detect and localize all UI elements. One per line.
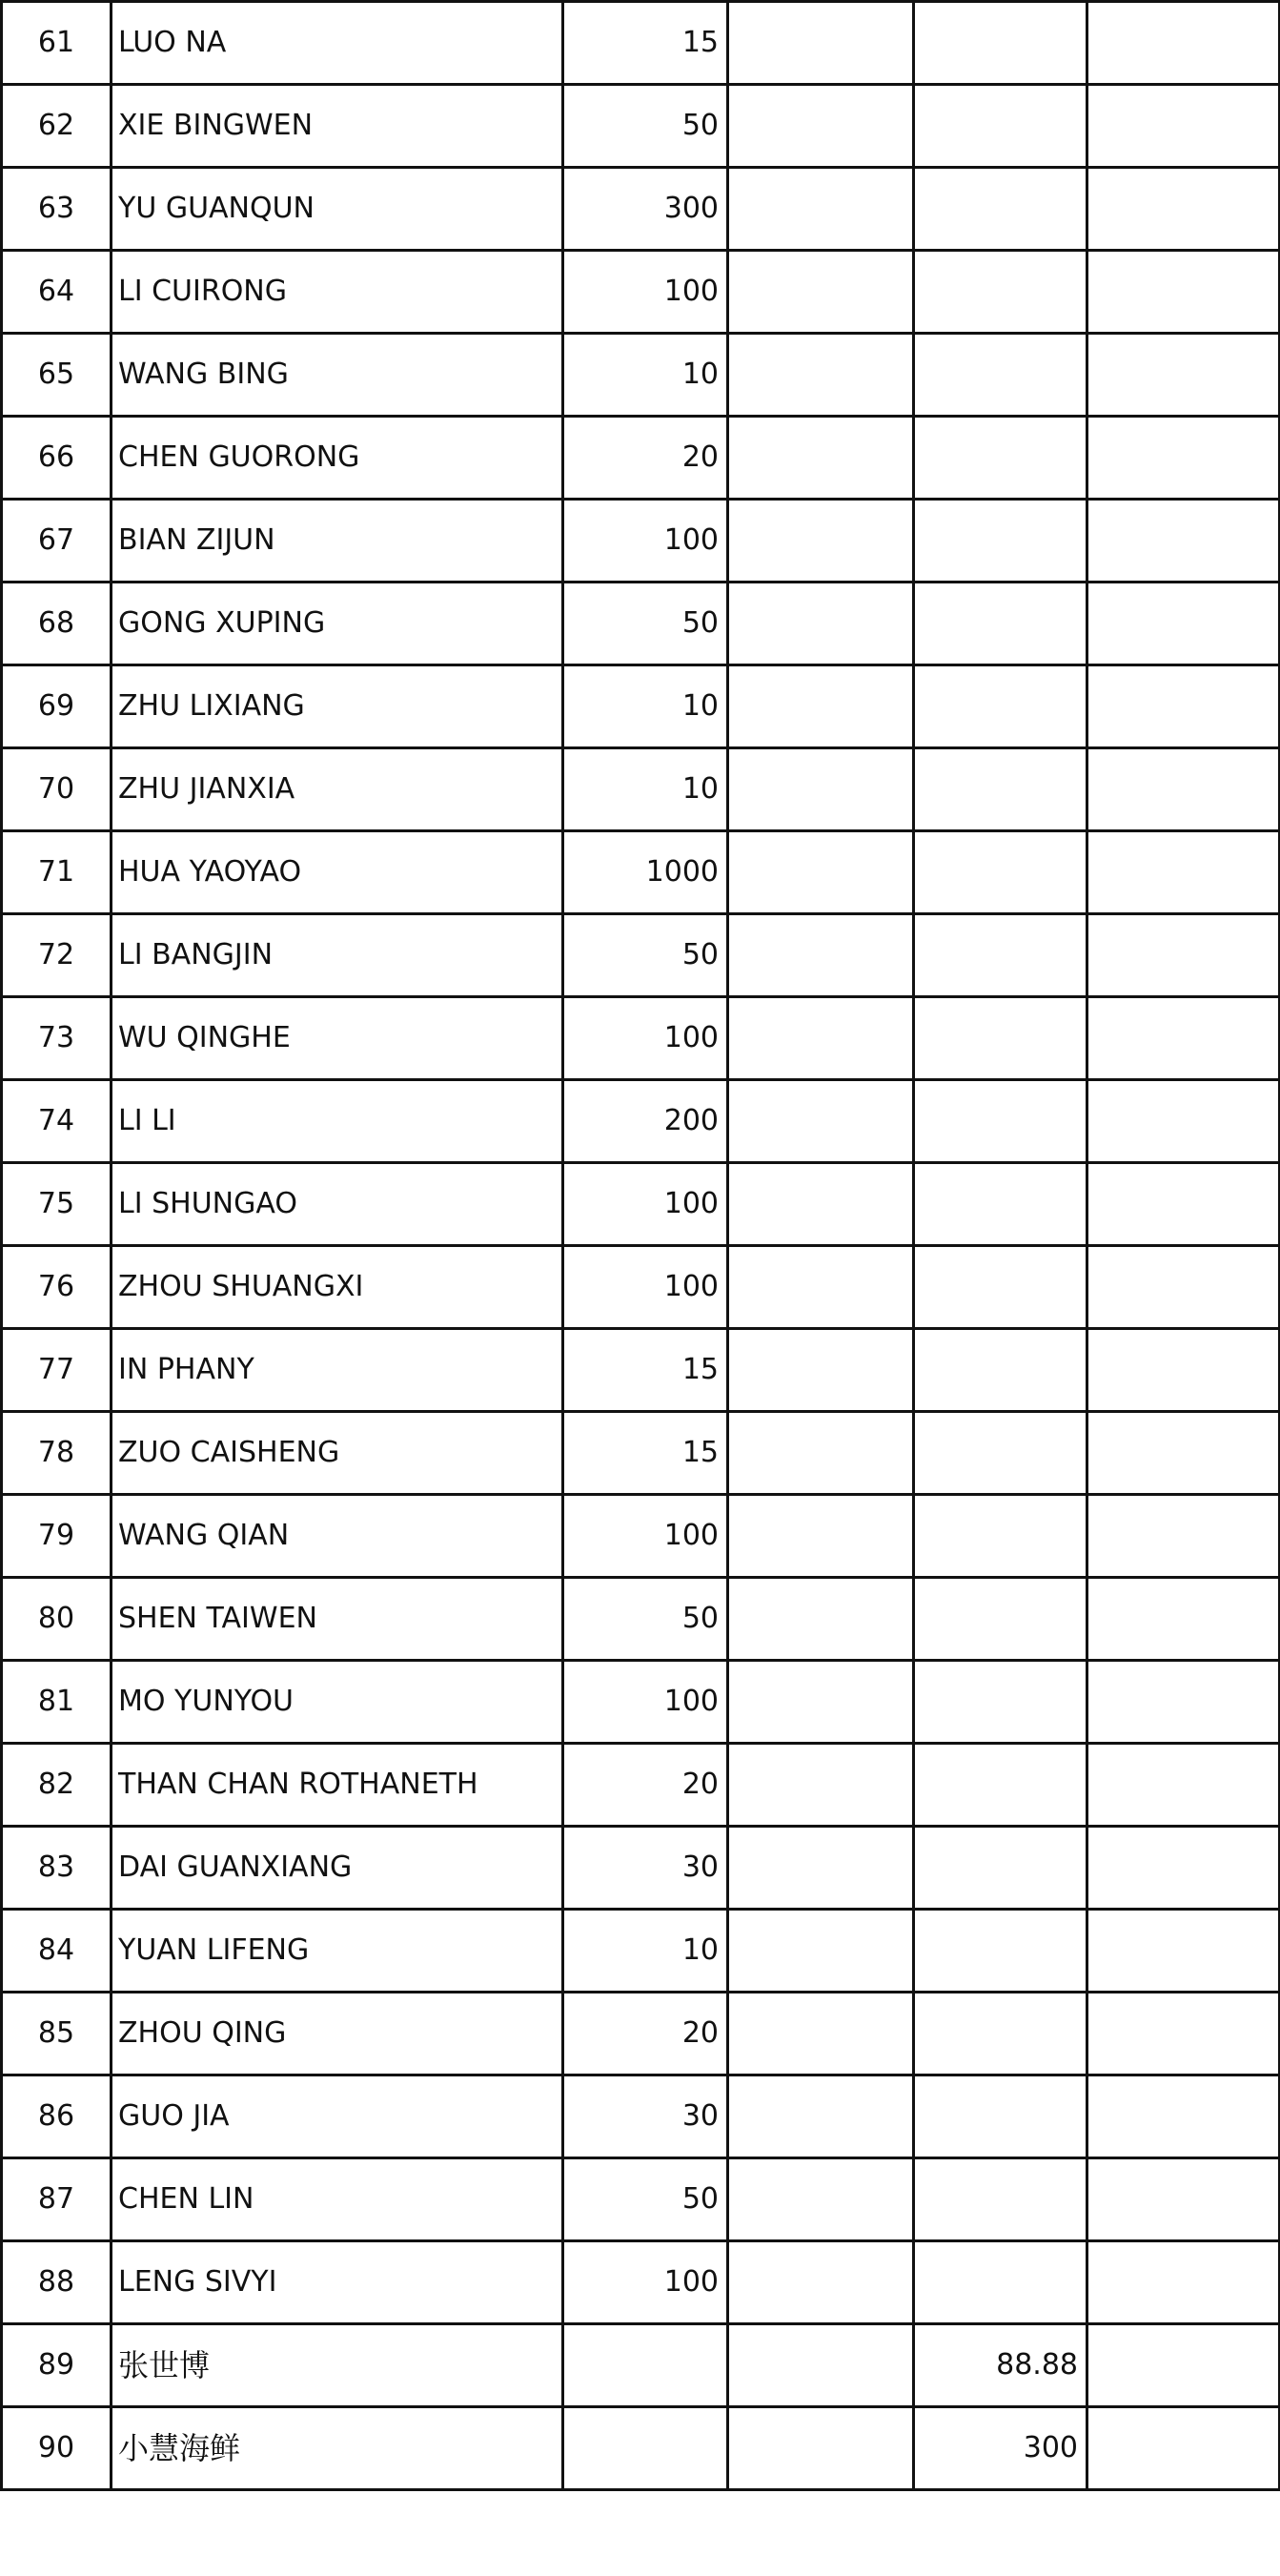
donor-name-cell: SHEN TAIWEN bbox=[112, 1578, 563, 1661]
amount-column-1-cell: 100 bbox=[563, 1163, 728, 1246]
amount-column-4-cell bbox=[1087, 2075, 1280, 2158]
table-row bbox=[2, 168, 1280, 251]
table-row bbox=[2, 748, 1280, 831]
donor-name-cell: XIE BINGWEN bbox=[112, 85, 563, 168]
donor-name-cell: CHEN LIN bbox=[112, 2158, 563, 2241]
table-body bbox=[2, 2, 1280, 2490]
amount-column-4-cell bbox=[1087, 1163, 1280, 1246]
amount-column-1-cell bbox=[563, 2324, 728, 2407]
amount-column-2-cell bbox=[728, 1993, 914, 2075]
table-row bbox=[2, 1744, 1280, 1827]
amount-column-3-cell bbox=[914, 997, 1087, 1080]
row-number-cell: 84 bbox=[2, 1910, 112, 1993]
table-row bbox=[2, 1661, 1280, 1744]
amount-column-2-cell bbox=[728, 1246, 914, 1329]
donor-name-cell: GONG XUPING bbox=[112, 583, 563, 665]
donor-name-cell: LENG SIVYI bbox=[112, 2241, 563, 2324]
amount-column-3-cell bbox=[914, 914, 1087, 997]
table-row bbox=[2, 1495, 1280, 1578]
table-row bbox=[2, 2241, 1280, 2324]
amount-column-4-cell bbox=[1087, 2324, 1280, 2407]
table-row bbox=[2, 2158, 1280, 2241]
donor-name-cell: YU GUANQUN bbox=[112, 168, 563, 251]
table-row bbox=[2, 417, 1280, 500]
donor-name-cell: IN PHANY bbox=[112, 1329, 563, 1412]
table-row bbox=[2, 2, 1280, 85]
amount-column-3-cell bbox=[914, 1661, 1087, 1744]
amount-column-4-cell bbox=[1087, 1827, 1280, 1910]
amount-column-4-cell bbox=[1087, 914, 1280, 997]
amount-column-4-cell bbox=[1087, 2407, 1280, 2490]
amount-column-3-cell bbox=[914, 500, 1087, 583]
donor-name-cell: WANG QIAN bbox=[112, 1495, 563, 1578]
amount-column-3-cell bbox=[914, 2241, 1087, 2324]
amount-column-1-cell: 10 bbox=[563, 1910, 728, 1993]
amount-column-4-cell bbox=[1087, 1910, 1280, 1993]
amount-column-3-cell bbox=[914, 1578, 1087, 1661]
amount-column-4-cell bbox=[1087, 1412, 1280, 1495]
row-number-cell: 65 bbox=[2, 334, 112, 417]
amount-column-1-cell: 20 bbox=[563, 1744, 728, 1827]
amount-column-2-cell bbox=[728, 1329, 914, 1412]
amount-column-4-cell bbox=[1087, 1495, 1280, 1578]
amount-column-1-cell: 100 bbox=[563, 251, 728, 334]
donor-name-cell: 小慧海鲜 bbox=[112, 2407, 563, 2490]
donor-name-cell: HUA YAOYAO bbox=[112, 831, 563, 914]
row-number-cell: 90 bbox=[2, 2407, 112, 2490]
amount-column-1-cell: 100 bbox=[563, 997, 728, 1080]
table-row bbox=[2, 334, 1280, 417]
amount-column-1-cell: 10 bbox=[563, 334, 728, 417]
row-number-cell: 78 bbox=[2, 1412, 112, 1495]
row-number-cell: 73 bbox=[2, 997, 112, 1080]
donor-name-cell: THAN CHAN ROTHANETH bbox=[112, 1744, 563, 1827]
amount-column-4-cell bbox=[1087, 2241, 1280, 2324]
amount-column-1-cell: 50 bbox=[563, 85, 728, 168]
amount-column-2-cell bbox=[728, 1910, 914, 1993]
amount-column-3-cell bbox=[914, 1329, 1087, 1412]
amount-column-1-cell: 50 bbox=[563, 2158, 728, 2241]
amount-column-2-cell bbox=[728, 1412, 914, 1495]
donor-name-cell: 张世博 bbox=[112, 2324, 563, 2407]
amount-column-1-cell: 15 bbox=[563, 2, 728, 85]
amount-column-3-cell bbox=[914, 1993, 1087, 2075]
amount-column-4-cell bbox=[1087, 417, 1280, 500]
amount-column-3-cell bbox=[914, 1495, 1087, 1578]
amount-column-2-cell bbox=[728, 85, 914, 168]
amount-column-2-cell bbox=[728, 251, 914, 334]
amount-column-3-cell bbox=[914, 1412, 1087, 1495]
amount-column-4-cell bbox=[1087, 2, 1280, 85]
amount-column-3-cell bbox=[914, 1827, 1087, 1910]
row-number-cell: 72 bbox=[2, 914, 112, 997]
amount-column-1-cell: 50 bbox=[563, 1578, 728, 1661]
table-row bbox=[2, 831, 1280, 914]
row-number-cell: 87 bbox=[2, 2158, 112, 2241]
table-row bbox=[2, 85, 1280, 168]
table-row bbox=[2, 1412, 1280, 1495]
amount-column-2-cell bbox=[728, 1495, 914, 1578]
amount-column-3-cell bbox=[914, 1744, 1087, 1827]
table-row bbox=[2, 2407, 1280, 2490]
table-row bbox=[2, 997, 1280, 1080]
amount-column-2-cell bbox=[728, 2075, 914, 2158]
donor-name-cell: LI BANGJIN bbox=[112, 914, 563, 997]
donor-name-cell: BIAN ZIJUN bbox=[112, 500, 563, 583]
amount-column-3-cell: 88.88 bbox=[914, 2324, 1087, 2407]
donor-name-cell: ZHOU QING bbox=[112, 1993, 563, 2075]
amount-column-3-cell bbox=[914, 583, 1087, 665]
donor-name-cell: LUO NA bbox=[112, 2, 563, 85]
table-row bbox=[2, 1163, 1280, 1246]
row-number-cell: 82 bbox=[2, 1744, 112, 1827]
amount-column-1-cell: 15 bbox=[563, 1412, 728, 1495]
table-row bbox=[2, 1827, 1280, 1910]
amount-column-1-cell: 100 bbox=[563, 1495, 728, 1578]
amount-column-1-cell: 50 bbox=[563, 914, 728, 997]
row-number-cell: 83 bbox=[2, 1827, 112, 1910]
amount-column-2-cell bbox=[728, 2324, 914, 2407]
table-row bbox=[2, 2075, 1280, 2158]
amount-column-2-cell bbox=[728, 2158, 914, 2241]
amount-column-1-cell: 200 bbox=[563, 1080, 728, 1163]
table-row bbox=[2, 1993, 1280, 2075]
donor-name-cell: GUO JIA bbox=[112, 2075, 563, 2158]
amount-column-1-cell bbox=[563, 2407, 728, 2490]
amount-column-2-cell bbox=[728, 334, 914, 417]
row-number-cell: 85 bbox=[2, 1993, 112, 2075]
amount-column-4-cell bbox=[1087, 1744, 1280, 1827]
donor-name-cell: MO YUNYOU bbox=[112, 1661, 563, 1744]
row-number-cell: 76 bbox=[2, 1246, 112, 1329]
amount-column-2-cell bbox=[728, 831, 914, 914]
amount-column-2-cell bbox=[728, 1744, 914, 1827]
table-row bbox=[2, 665, 1280, 748]
row-number-cell: 77 bbox=[2, 1329, 112, 1412]
amount-column-2-cell bbox=[728, 1661, 914, 1744]
table-row bbox=[2, 251, 1280, 334]
donor-name-cell: LI SHUNGAO bbox=[112, 1163, 563, 1246]
row-number-cell: 69 bbox=[2, 665, 112, 748]
amount-column-1-cell: 300 bbox=[563, 168, 728, 251]
amount-column-4-cell bbox=[1087, 334, 1280, 417]
row-number-cell: 75 bbox=[2, 1163, 112, 1246]
donor-name-cell: LI LI bbox=[112, 1080, 563, 1163]
amount-column-3-cell bbox=[914, 251, 1087, 334]
amount-column-4-cell bbox=[1087, 1661, 1280, 1744]
amount-column-1-cell: 1000 bbox=[563, 831, 728, 914]
row-number-cell: 63 bbox=[2, 168, 112, 251]
amount-column-2-cell bbox=[728, 583, 914, 665]
amount-column-3-cell bbox=[914, 831, 1087, 914]
amount-column-2-cell bbox=[728, 417, 914, 500]
amount-column-2-cell bbox=[728, 997, 914, 1080]
amount-column-3-cell bbox=[914, 748, 1087, 831]
row-number-cell: 68 bbox=[2, 583, 112, 665]
table-row bbox=[2, 2324, 1280, 2407]
amount-column-2-cell bbox=[728, 2, 914, 85]
row-number-cell: 67 bbox=[2, 500, 112, 583]
row-number-cell: 79 bbox=[2, 1495, 112, 1578]
table-row bbox=[2, 914, 1280, 997]
donor-name-cell: ZHOU SHUANGXI bbox=[112, 1246, 563, 1329]
donor-name-cell: LI CUIRONG bbox=[112, 251, 563, 334]
amount-column-1-cell: 30 bbox=[563, 1827, 728, 1910]
row-number-cell: 70 bbox=[2, 748, 112, 831]
row-number-cell: 62 bbox=[2, 85, 112, 168]
amount-column-3-cell bbox=[914, 1080, 1087, 1163]
donor-name-cell: CHEN GUORONG bbox=[112, 417, 563, 500]
row-number-cell: 80 bbox=[2, 1578, 112, 1661]
amount-column-2-cell bbox=[728, 665, 914, 748]
amount-column-3-cell bbox=[914, 168, 1087, 251]
table-row bbox=[2, 1329, 1280, 1412]
row-number-cell: 74 bbox=[2, 1080, 112, 1163]
amount-column-4-cell bbox=[1087, 997, 1280, 1080]
amount-column-3-cell bbox=[914, 2158, 1087, 2241]
amount-column-4-cell bbox=[1087, 583, 1280, 665]
row-number-cell: 81 bbox=[2, 1661, 112, 1744]
amount-column-1-cell: 100 bbox=[563, 1661, 728, 1744]
amount-column-2-cell bbox=[728, 1080, 914, 1163]
amount-column-2-cell bbox=[728, 2241, 914, 2324]
amount-column-3-cell bbox=[914, 1910, 1087, 1993]
amount-column-4-cell bbox=[1087, 1578, 1280, 1661]
row-number-cell: 64 bbox=[2, 251, 112, 334]
row-number-cell: 71 bbox=[2, 831, 112, 914]
amount-column-1-cell: 20 bbox=[563, 1993, 728, 2075]
amount-column-2-cell bbox=[728, 168, 914, 251]
row-number-cell: 89 bbox=[2, 2324, 112, 2407]
table-row bbox=[2, 1246, 1280, 1329]
amount-column-4-cell bbox=[1087, 500, 1280, 583]
amount-column-3-cell bbox=[914, 1246, 1087, 1329]
donor-name-cell: WU QINGHE bbox=[112, 997, 563, 1080]
amount-column-3-cell bbox=[914, 85, 1087, 168]
amount-column-4-cell bbox=[1087, 251, 1280, 334]
table-row bbox=[2, 1910, 1280, 1993]
amount-column-3-cell bbox=[914, 334, 1087, 417]
amount-column-4-cell bbox=[1087, 168, 1280, 251]
amount-column-2-cell bbox=[728, 1827, 914, 1910]
amount-column-3-cell bbox=[914, 1163, 1087, 1246]
amount-column-3-cell bbox=[914, 417, 1087, 500]
donor-name-cell: DAI GUANXIANG bbox=[112, 1827, 563, 1910]
amount-column-4-cell bbox=[1087, 1246, 1280, 1329]
row-number-cell: 61 bbox=[2, 2, 112, 85]
amount-column-4-cell bbox=[1087, 85, 1280, 168]
table-row bbox=[2, 1578, 1280, 1661]
amount-column-4-cell bbox=[1087, 748, 1280, 831]
amount-column-1-cell: 100 bbox=[563, 500, 728, 583]
donor-name-cell: ZHU LIXIANG bbox=[112, 665, 563, 748]
amount-column-1-cell: 30 bbox=[563, 2075, 728, 2158]
row-number-cell: 86 bbox=[2, 2075, 112, 2158]
amount-column-2-cell bbox=[728, 2407, 914, 2490]
amount-column-1-cell: 20 bbox=[563, 417, 728, 500]
amount-column-1-cell: 50 bbox=[563, 583, 728, 665]
amount-column-4-cell bbox=[1087, 665, 1280, 748]
amount-column-1-cell: 15 bbox=[563, 1329, 728, 1412]
amount-column-1-cell: 10 bbox=[563, 748, 728, 831]
amount-column-2-cell bbox=[728, 748, 914, 831]
amount-column-4-cell bbox=[1087, 2158, 1280, 2241]
amount-column-4-cell bbox=[1087, 1993, 1280, 2075]
amount-column-2-cell bbox=[728, 1578, 914, 1661]
row-number-cell: 88 bbox=[2, 2241, 112, 2324]
amount-column-3-cell bbox=[914, 2, 1087, 85]
table-row bbox=[2, 583, 1280, 665]
donor-name-cell: YUAN LIFENG bbox=[112, 1910, 563, 1993]
amount-column-2-cell bbox=[728, 500, 914, 583]
amount-column-1-cell: 100 bbox=[563, 1246, 728, 1329]
amount-column-4-cell bbox=[1087, 1080, 1280, 1163]
amount-column-3-cell: 300 bbox=[914, 2407, 1087, 2490]
amount-column-4-cell bbox=[1087, 831, 1280, 914]
amount-column-3-cell bbox=[914, 2075, 1087, 2158]
row-number-cell: 66 bbox=[2, 417, 112, 500]
amount-column-2-cell bbox=[728, 914, 914, 997]
amount-column-3-cell bbox=[914, 665, 1087, 748]
amount-column-1-cell: 100 bbox=[563, 2241, 728, 2324]
donor-name-cell: WANG BING bbox=[112, 334, 563, 417]
donor-name-cell: ZHU JIANXIA bbox=[112, 748, 563, 831]
table-row bbox=[2, 500, 1280, 583]
amount-column-4-cell bbox=[1087, 1329, 1280, 1412]
amount-column-2-cell bbox=[728, 1163, 914, 1246]
table-row bbox=[2, 1080, 1280, 1163]
amount-column-1-cell: 10 bbox=[563, 665, 728, 748]
donor-name-cell: ZUO CAISHENG bbox=[112, 1412, 563, 1495]
